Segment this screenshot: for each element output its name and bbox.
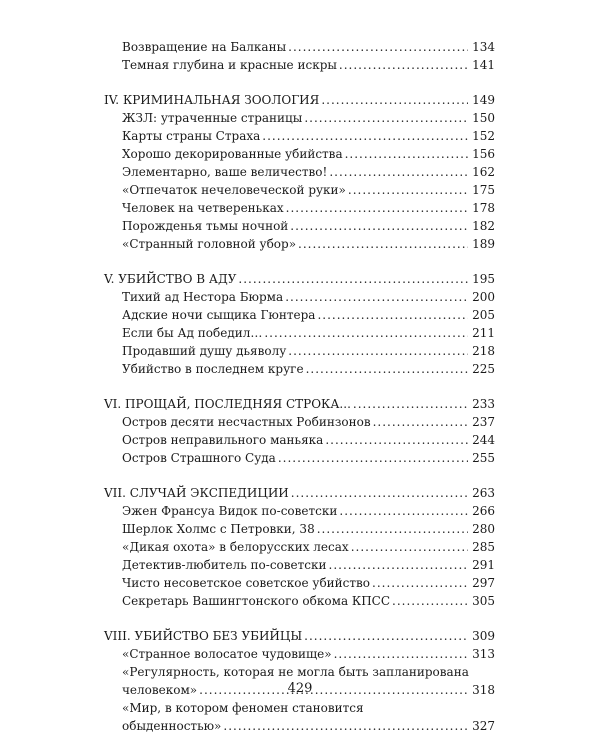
entry-title: «Дикая охота» в белорусских лесах [122,540,349,554]
entry-title: Возвращение на Балканы [122,40,287,54]
entry-page: 175 [472,183,495,197]
toc-entry[interactable] [104,449,495,467]
entry-page: 255 [472,451,495,465]
entry-page: 305 [472,594,495,608]
dot-leader [317,520,468,538]
entry-title: IV. КРИМИНАЛЬНАЯ ЗООЛОГИЯ [104,93,320,107]
entry-page: 285 [472,540,495,554]
toc-entry[interactable] [104,520,495,538]
toc-entry[interactable] [104,38,495,56]
entry-title: Элементарно, ваше величество! [122,165,328,179]
dot-leader [345,145,469,163]
dot-leader [339,56,468,74]
toc-entry[interactable] [104,431,495,449]
dot-leader [329,163,468,181]
toc-entry[interactable] [104,538,495,556]
entry-title: VII. СЛУЧАЙ ЭКСПЕДИЦИИ [104,486,289,500]
entry-title: «Странный головной убор» [122,237,297,251]
entry-title: Человек на четвереньках [122,201,284,215]
entry-page: 218 [472,344,495,358]
toc-entry[interactable] [104,217,495,235]
entry-title: Чисто несоветское советское убийство [122,576,370,590]
toc-section [104,91,495,253]
entry-title-continued-line [122,717,495,735]
entry-page: 178 [472,201,495,215]
entry-page: 149 [472,93,495,107]
toc-entry[interactable] [104,306,495,324]
entry-title: Хорошо декорированные убийства [122,147,343,161]
chapter-heading[interactable] [104,395,495,413]
entry-page: 297 [472,576,495,590]
dot-leader [288,342,468,360]
entry-page: 150 [472,111,495,125]
page-number: 429 [287,681,313,696]
entry-title: Секретарь Вашингтонского обкома КПСС [122,594,391,608]
dot-leader [238,270,468,288]
entry-title: «Отпечаток нечеловеческой руки» [122,183,346,197]
toc-entry[interactable] [104,127,495,145]
toc-entry[interactable] [104,235,495,253]
entry-page: 327 [472,719,495,733]
dot-leader [392,592,468,610]
entry-page: 162 [472,165,495,179]
entry-title: Остров Страшного Суда [122,451,276,465]
dot-leader [298,235,468,253]
entry-title: VIII. УБИЙСТВО БЕЗ УБИЙЦЫ [104,629,303,643]
toc-entry[interactable] [104,342,495,360]
dot-leader [317,306,468,324]
entry-page: 233 [472,397,495,411]
toc-entry[interactable] [104,413,495,431]
chapter-heading[interactable] [104,627,495,645]
entry-title: Остров неправильного маньяка [122,433,324,447]
entry-title: Эжен Франсуа Видок по-советски [122,504,338,518]
toc-entry[interactable] [104,592,495,610]
toc-section [104,484,495,610]
dot-leader [351,538,468,556]
toc-entry[interactable] [104,109,495,127]
dot-leader [286,199,468,217]
entry-title: Продавший душу дьяволу [122,344,287,358]
dot-leader [334,645,469,663]
table-of-contents [104,38,495,735]
entry-title: Убийство в последнем круге [122,362,304,376]
toc-entry[interactable] [104,181,495,199]
dot-leader [288,38,468,56]
toc-entry[interactable] [104,360,495,378]
chapter-heading[interactable] [104,91,495,109]
toc-entry[interactable] [104,145,495,163]
toc-entry[interactable] [104,324,495,342]
entry-title: V. УБИЙСТВО В АДУ [104,272,237,286]
entry-page: 266 [472,504,495,518]
toc-entry[interactable] [104,556,495,574]
entry-page: 152 [472,129,495,143]
dot-leader [329,556,469,574]
entry-page: 156 [472,147,495,161]
entry-title: Если бы Ад победил… [122,326,263,340]
dot-leader [290,217,468,235]
dot-leader [339,502,468,520]
toc-entry[interactable] [104,199,495,217]
entry-title: Детектив-любитель по-советски [122,558,327,572]
dot-leader [372,574,468,592]
dot-leader [353,395,468,413]
toc-entry[interactable] [104,288,495,306]
entry-page: 189 [472,237,495,251]
dot-leader [264,324,468,342]
entry-title-continued: человеком» [122,683,198,697]
dot-leader [291,484,468,502]
entry-page: 225 [472,362,495,376]
dot-leader [278,449,468,467]
entry-page: 200 [472,290,495,304]
toc-entry[interactable] [104,502,495,520]
entry-page: 182 [472,219,495,233]
dot-leader [321,91,468,109]
entry-page: 280 [472,522,495,536]
dot-leader [304,627,468,645]
entry-page: 141 [472,58,495,72]
dot-leader [373,413,469,431]
entry-title-continued: обыденностью» [122,719,222,733]
entry-title: Остров десяти несчастных Робинзонов [122,415,371,429]
entry-title: Карты страны Страха [122,129,261,143]
toc-entry[interactable] [104,574,495,592]
entry-page: 263 [472,486,495,500]
entry-title: «Регулярность, которая не могла быть запланирована [122,665,469,679]
dot-leader [325,431,468,449]
entry-page: 237 [472,415,495,429]
toc-section [104,270,495,378]
dot-leader [306,360,469,378]
entry-page: 313 [472,647,495,661]
entry-page: 291 [472,558,495,572]
dot-leader [304,109,468,127]
toc-entry[interactable] [104,56,495,74]
entry-page: 318 [472,683,495,697]
chapter-heading[interactable] [104,484,495,502]
dot-leader [223,717,468,735]
entry-page: 195 [472,272,495,286]
entry-page: 309 [472,629,495,643]
entry-page: 244 [472,433,495,447]
entry-title: VI. ПРОЩАЙ, ПОСЛЕДНЯЯ СТРОКА... [104,397,351,411]
toc-section [104,38,495,74]
dot-leader [285,288,468,306]
entry-title: ЖЗЛ: утраченные страницы [122,111,303,125]
entry-title: Порожденья тьмы ночной [122,219,289,233]
chapter-heading[interactable] [104,270,495,288]
entry-title: «Странное волосатое чудовище» [122,647,332,661]
entry-title: Темная глубина и красные искры [122,58,337,72]
dot-leader [348,181,468,199]
entry-page: 134 [472,40,495,54]
toc-section [104,395,495,467]
toc-entry[interactable] [104,645,495,663]
entry-title: Адские ночи сыщика Гюнтера [122,308,316,322]
dot-leader [262,127,468,145]
entry-title: Тихий ад Нестора Бюрма [122,290,284,304]
entry-page: 205 [472,308,495,322]
toc-entry[interactable] [104,163,495,181]
toc-entry[interactable] [104,699,495,735]
entry-title: «Мир, в котором феномен становится [122,701,364,715]
entry-title: Шерлок Холмс с Петровки, 38 [122,522,315,536]
entry-page: 211 [472,326,495,340]
